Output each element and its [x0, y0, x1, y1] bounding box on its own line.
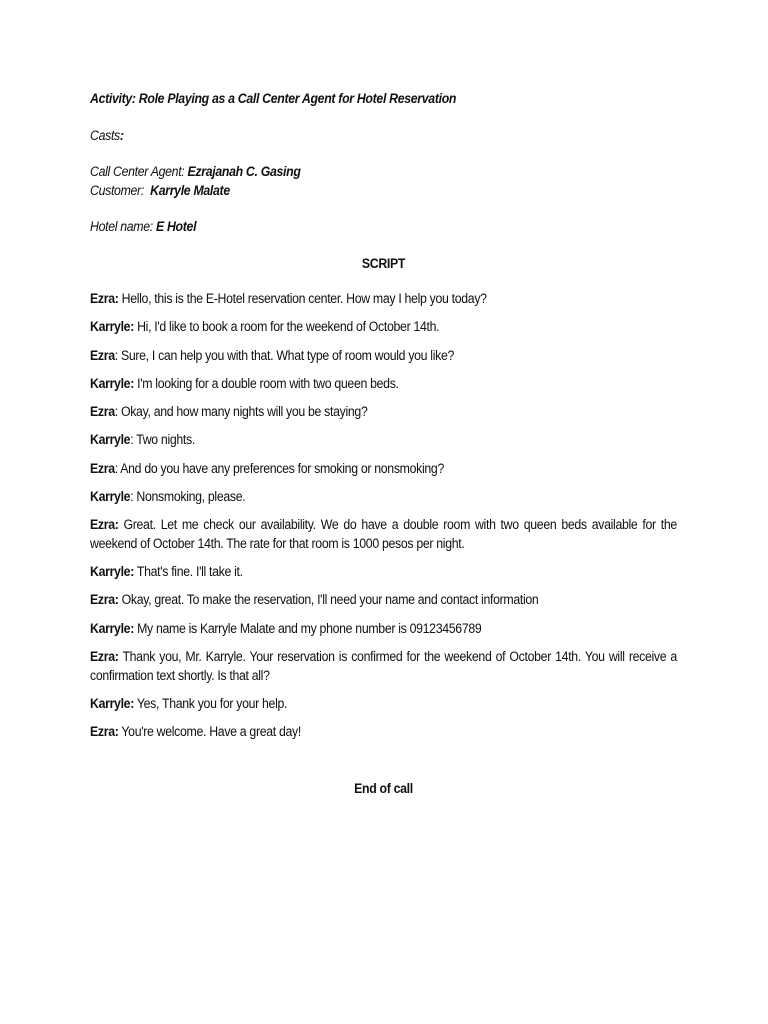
casts-heading — [90, 127, 677, 146]
hotel-label: Hotel name: — [90, 219, 156, 234]
dialogue-line — [90, 648, 677, 685]
dialogue-text: : Nonsmoking, please. — [130, 489, 246, 505]
speaker-name: Ezra: — [90, 592, 119, 608]
script-heading: SCRIPT — [361, 255, 406, 271]
speaker-name: Karryle: — [90, 375, 135, 391]
document-content — [90, 90, 677, 812]
dialogue-text: Hi, I'd like to book a room for the weekend of October 14th. — [134, 319, 440, 335]
speaker-name: Ezra — [90, 404, 115, 420]
dialogue-line — [90, 375, 677, 394]
dialogue-line — [90, 591, 677, 610]
dialogue-text: You're welcome. Have a great day! — [118, 724, 301, 740]
dialogue-text: Thank you, Mr. Karryle. Your reservation is confirmed for the weekend of October 14th. You will receive a confirmation text shortly. Is that all? — [90, 649, 677, 683]
casts-label: Casts — [90, 127, 120, 143]
dialogue-line — [90, 563, 677, 582]
spacer — [90, 200, 677, 218]
dialogue-text: Yes, Thank you for your help. — [134, 695, 288, 711]
dialogue-line — [90, 516, 677, 553]
dialogue-text: Hello, this is the E-Hotel reservation center. How may I help you today? — [118, 291, 487, 306]
speaker-name: Karryle — [90, 489, 131, 505]
casts-colon: : — [119, 127, 124, 143]
speaker-name: Ezra: — [90, 517, 119, 533]
spacer — [90, 109, 677, 127]
speaker-name: Ezra: — [90, 724, 119, 740]
agent-name: Ezrajanah C. Gasing — [187, 164, 301, 179]
speaker-name: Karryle: — [90, 620, 135, 636]
speaker-name: Ezra: — [90, 649, 119, 665]
dialogue-list — [90, 290, 677, 742]
speaker-name: Karryle: — [90, 564, 135, 580]
dialogue-text: : Sure, I can help you with that. What type of room would you like? — [114, 347, 455, 363]
speaker-name: Karryle — [90, 432, 131, 448]
dialogue-line — [90, 431, 677, 450]
customer-name: Karryle Malate — [150, 182, 230, 198]
dialogue-text: : Okay, and how many nights will you be staying? — [114, 404, 368, 420]
dialogue-text: I'm looking for a double room with two queen beds. — [134, 375, 399, 391]
dialogue-line — [90, 620, 677, 639]
customer-line — [90, 182, 677, 201]
speaker-name: Karryle: — [90, 695, 135, 711]
dialogue-text: My name is Karryle Malate and my phone number is 09123456789 — [134, 620, 482, 636]
dialogue-line — [90, 488, 677, 507]
agent-line — [90, 163, 677, 182]
spacer — [90, 145, 677, 163]
speaker-name: Ezra: — [90, 291, 119, 306]
customer-label: Customer: — [90, 182, 151, 198]
speaker-name: Ezra — [90, 460, 115, 476]
dialogue-line — [90, 460, 677, 479]
dialogue-text: That's fine. I'll take it. — [134, 564, 243, 580]
dialogue-line — [90, 695, 677, 714]
hotel-name: E Hotel — [155, 219, 197, 234]
agent-label: Call Center Agent: — [90, 164, 188, 179]
dialogue-text: : Two nights. — [130, 432, 195, 448]
dialogue-line — [90, 290, 677, 309]
dialogue-line — [90, 318, 677, 337]
dialogue-text: Great. Let me check our availability. We do have a double room with two queen beds available for the weekend of October 14th. The rate for that room is 1000 pesos per night. — [90, 517, 677, 551]
dialogue-line — [90, 403, 677, 422]
end-of-call: End of call — [354, 780, 413, 796]
dialogue-line — [90, 723, 677, 742]
dialogue-text: Okay, great. To make the reservation, I'll need your name and contact information — [118, 592, 539, 608]
speaker-name: Ezra — [90, 347, 115, 363]
activity-title: Activity: Role Playing as a Call Center Agent for Hotel Reservation — [90, 91, 457, 106]
dialogue-line — [90, 347, 677, 366]
hotel-line — [90, 218, 677, 237]
dialogue-text: : And do you have any preferences for smoking or nonsmoking? — [114, 460, 444, 476]
speaker-name: Karryle: — [90, 319, 135, 335]
